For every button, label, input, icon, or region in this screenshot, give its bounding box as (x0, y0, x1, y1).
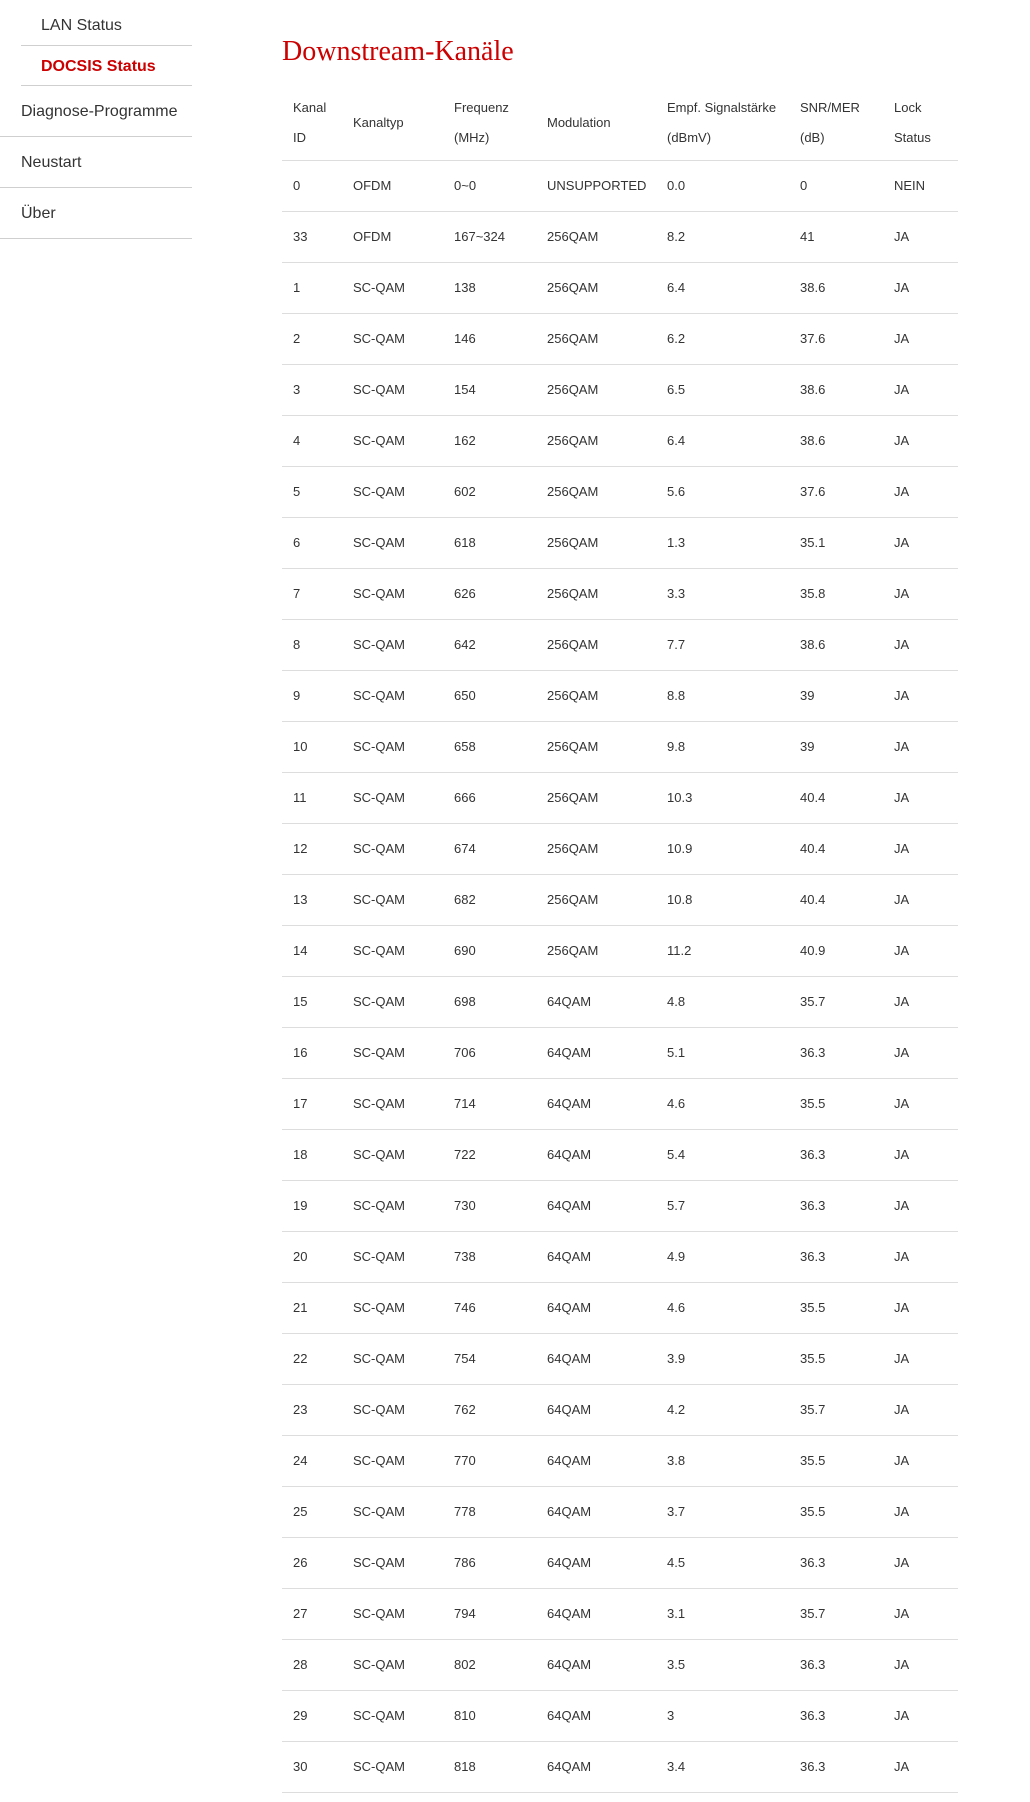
signal-strength-cell: 5.7 (656, 1180, 789, 1231)
table-row (282, 772, 958, 823)
lock-status-cell: JA (883, 925, 958, 976)
modulation-cell: 256QAM (536, 823, 656, 874)
snr-mer-cell: 35.5 (789, 1078, 883, 1129)
frequency-cell: 682 (443, 874, 536, 925)
channel-type-cell: SC-QAM (342, 313, 443, 364)
channel-id-cell: 27 (282, 1588, 342, 1639)
modulation-cell: 256QAM (536, 517, 656, 568)
channel-type-cell: SC-QAM (342, 1333, 443, 1384)
table-row (282, 1435, 958, 1486)
modulation-cell: 64QAM (536, 1078, 656, 1129)
signal-strength-cell: 4.8 (656, 976, 789, 1027)
frequency-cell: 666 (443, 772, 536, 823)
snr-mer-cell: 0 (789, 160, 883, 211)
modulation-cell: 64QAM (536, 1588, 656, 1639)
modulation-cell: 256QAM (536, 772, 656, 823)
signal-strength-cell: 6.4 (656, 415, 789, 466)
modulation-cell: 64QAM (536, 1384, 656, 1435)
table-row (282, 1741, 958, 1792)
modulation-cell: 64QAM (536, 1282, 656, 1333)
channel-id-cell: 0 (282, 160, 342, 211)
signal-strength-cell: 3.4 (656, 1741, 789, 1792)
frequency-cell: 794 (443, 1588, 536, 1639)
channel-id-cell: 17 (282, 1078, 342, 1129)
channel-type-cell: SC-QAM (342, 1639, 443, 1690)
channel-id-cell: 28 (282, 1639, 342, 1690)
modulation-cell: 256QAM (536, 262, 656, 313)
snr-mer-cell: 35.5 (789, 1486, 883, 1537)
channel-type-cell: SC-QAM (342, 568, 443, 619)
lock-status-cell: JA (883, 670, 958, 721)
signal-strength-cell: 5.4 (656, 1129, 789, 1180)
channel-type-cell: SC-QAM (342, 823, 443, 874)
frequency-cell: 770 (443, 1435, 536, 1486)
column-header-signal-strength: Empf. Signalstärke (dBmV) (656, 78, 789, 160)
table-row (282, 517, 958, 568)
sidebar-item-lan-status[interactable]: LAN Status (21, 0, 192, 46)
table-row (282, 364, 958, 415)
modulation-cell: 256QAM (536, 466, 656, 517)
channel-type-cell: SC-QAM (342, 262, 443, 313)
table-row (282, 160, 958, 211)
channel-id-cell: 26 (282, 1537, 342, 1588)
channel-type-cell: SC-QAM (342, 874, 443, 925)
frequency-cell: 167~324 (443, 211, 536, 262)
table-row (282, 1180, 958, 1231)
channel-type-cell: SC-QAM (342, 466, 443, 517)
snr-mer-cell: 37.6 (789, 466, 883, 517)
channel-id-cell: 14 (282, 925, 342, 976)
table-row (282, 1333, 958, 1384)
frequency-cell: 738 (443, 1231, 536, 1282)
signal-strength-cell: 4.5 (656, 1537, 789, 1588)
table-row (282, 313, 958, 364)
lock-status-cell: JA (883, 211, 958, 262)
channel-type-cell: SC-QAM (342, 1435, 443, 1486)
snr-mer-cell: 39 (789, 721, 883, 772)
channel-id-cell: 6 (282, 517, 342, 568)
channel-id-cell: 10 (282, 721, 342, 772)
lock-status-cell: JA (883, 1078, 958, 1129)
snr-mer-cell: 36.3 (789, 1129, 883, 1180)
channel-type-cell: OFDM (342, 160, 443, 211)
frequency-cell: 786 (443, 1537, 536, 1588)
channel-type-cell: SC-QAM (342, 415, 443, 466)
signal-strength-cell: 7.7 (656, 619, 789, 670)
frequency-cell: 706 (443, 1027, 536, 1078)
frequency-cell: 778 (443, 1486, 536, 1537)
snr-mer-cell: 38.6 (789, 619, 883, 670)
snr-mer-cell: 41 (789, 211, 883, 262)
modulation-cell: 64QAM (536, 1537, 656, 1588)
channel-type-cell: SC-QAM (342, 1537, 443, 1588)
column-header-channel-id: Kanal ID (282, 78, 342, 160)
signal-strength-cell: 3.3 (656, 568, 789, 619)
table-row (282, 823, 958, 874)
signal-strength-cell: 0.0 (656, 160, 789, 211)
table-row (282, 1078, 958, 1129)
table-row (282, 1129, 958, 1180)
channel-type-cell: SC-QAM (342, 1027, 443, 1078)
lock-status-cell: JA (883, 517, 958, 568)
channel-id-cell: 4 (282, 415, 342, 466)
signal-strength-cell: 6.2 (656, 313, 789, 364)
frequency-cell: 818 (443, 1741, 536, 1792)
channel-type-cell: SC-QAM (342, 721, 443, 772)
channel-id-cell: 20 (282, 1231, 342, 1282)
channel-id-cell: 23 (282, 1384, 342, 1435)
lock-status-cell: JA (883, 1588, 958, 1639)
snr-mer-cell: 35.7 (789, 1384, 883, 1435)
snr-mer-cell: 36.3 (789, 1231, 883, 1282)
modulation-cell: 256QAM (536, 364, 656, 415)
lock-status-cell: JA (883, 1282, 958, 1333)
frequency-cell: 602 (443, 466, 536, 517)
lock-status-cell: JA (883, 568, 958, 619)
modulation-cell: UNSUPPORTED (536, 160, 656, 211)
signal-strength-cell: 3.5 (656, 1639, 789, 1690)
signal-strength-cell: 8.8 (656, 670, 789, 721)
channel-type-cell: SC-QAM (342, 670, 443, 721)
lock-status-cell: JA (883, 466, 958, 517)
lock-status-cell: JA (883, 415, 958, 466)
lock-status-cell: JA (883, 1639, 958, 1690)
sidebar-item-diagnose-programme[interactable]: Diagnose-Programme (0, 86, 192, 137)
signal-strength-cell: 6.4 (656, 262, 789, 313)
snr-mer-cell: 35.8 (789, 568, 883, 619)
lock-status-cell: JA (883, 619, 958, 670)
lock-status-cell: JA (883, 1129, 958, 1180)
modulation-cell: 64QAM (536, 1690, 656, 1741)
table-row (282, 976, 958, 1027)
snr-mer-cell: 36.3 (789, 1639, 883, 1690)
channel-type-cell: SC-QAM (342, 517, 443, 568)
channel-id-cell: 11 (282, 772, 342, 823)
channel-type-cell: SC-QAM (342, 1486, 443, 1537)
table-row (282, 925, 958, 976)
modulation-cell: 64QAM (536, 1333, 656, 1384)
channel-id-cell: 13 (282, 874, 342, 925)
channel-type-cell: SC-QAM (342, 1384, 443, 1435)
signal-strength-cell: 3.1 (656, 1588, 789, 1639)
signal-strength-cell: 9.8 (656, 721, 789, 772)
modulation-cell: 64QAM (536, 976, 656, 1027)
lock-status-cell: JA (883, 1435, 958, 1486)
snr-mer-cell: 35.7 (789, 976, 883, 1027)
table-row (282, 262, 958, 313)
channel-type-cell: SC-QAM (342, 619, 443, 670)
channel-type-cell: SC-QAM (342, 1690, 443, 1741)
sidebar-item-ueber[interactable]: Über (0, 188, 192, 239)
channel-type-cell: SC-QAM (342, 1129, 443, 1180)
column-header-channel-type: Kanaltyp (342, 78, 443, 160)
channel-id-cell: 15 (282, 976, 342, 1027)
frequency-cell: 690 (443, 925, 536, 976)
table-row (282, 1231, 958, 1282)
signal-strength-cell: 4.6 (656, 1078, 789, 1129)
channel-type-cell: SC-QAM (342, 976, 443, 1027)
signal-strength-cell: 11.2 (656, 925, 789, 976)
lock-status-cell: JA (883, 976, 958, 1027)
table-row (282, 1282, 958, 1333)
modulation-cell: 256QAM (536, 874, 656, 925)
sidebar-item-docsis-status[interactable]: DOCSIS Status (21, 46, 192, 86)
modulation-cell: 64QAM (536, 1180, 656, 1231)
signal-strength-cell: 3 (656, 1690, 789, 1741)
channel-id-cell: 33 (282, 211, 342, 262)
column-header-frequency: Frequenz (MHz) (443, 78, 536, 160)
table-row (282, 1027, 958, 1078)
signal-strength-cell: 3.9 (656, 1333, 789, 1384)
channel-id-cell: 8 (282, 619, 342, 670)
table-row (282, 415, 958, 466)
snr-mer-cell: 38.6 (789, 415, 883, 466)
table-row (282, 874, 958, 925)
modulation-cell: 256QAM (536, 415, 656, 466)
channel-id-cell: 5 (282, 466, 342, 517)
signal-strength-cell: 8.2 (656, 211, 789, 262)
snr-mer-cell: 40.9 (789, 925, 883, 976)
frequency-cell: 618 (443, 517, 536, 568)
lock-status-cell: JA (883, 1231, 958, 1282)
channel-id-cell: 3 (282, 364, 342, 415)
channel-id-cell: 25 (282, 1486, 342, 1537)
channel-type-cell: SC-QAM (342, 1231, 443, 1282)
lock-status-cell: JA (883, 313, 958, 364)
modulation-cell: 64QAM (536, 1129, 656, 1180)
modulation-cell: 64QAM (536, 1027, 656, 1078)
modulation-cell: 256QAM (536, 313, 656, 364)
lock-status-cell: NEIN (883, 160, 958, 211)
signal-strength-cell: 10.8 (656, 874, 789, 925)
frequency-cell: 658 (443, 721, 536, 772)
snr-mer-cell: 40.4 (789, 874, 883, 925)
channel-id-cell: 12 (282, 823, 342, 874)
frequency-cell: 650 (443, 670, 536, 721)
channel-id-cell: 2 (282, 313, 342, 364)
modulation-cell: 64QAM (536, 1741, 656, 1792)
channel-type-cell: SC-QAM (342, 1282, 443, 1333)
signal-strength-cell: 5.6 (656, 466, 789, 517)
snr-mer-cell: 36.3 (789, 1537, 883, 1588)
modulation-cell: 256QAM (536, 211, 656, 262)
modulation-cell: 64QAM (536, 1231, 656, 1282)
table-row (282, 466, 958, 517)
table-row (282, 1486, 958, 1537)
lock-status-cell: JA (883, 1027, 958, 1078)
lock-status-cell: JA (883, 1384, 958, 1435)
signal-strength-cell: 10.9 (656, 823, 789, 874)
table-row (282, 1384, 958, 1435)
signal-strength-cell: 3.7 (656, 1486, 789, 1537)
downstream-channels-table (282, 78, 958, 1793)
frequency-cell: 722 (443, 1129, 536, 1180)
channel-id-cell: 21 (282, 1282, 342, 1333)
lock-status-cell: JA (883, 772, 958, 823)
lock-status-cell: JA (883, 1180, 958, 1231)
snr-mer-cell: 35.5 (789, 1435, 883, 1486)
snr-mer-cell: 40.4 (789, 772, 883, 823)
channel-type-cell: OFDM (342, 211, 443, 262)
channel-type-cell: SC-QAM (342, 925, 443, 976)
snr-mer-cell: 36.3 (789, 1690, 883, 1741)
channel-id-cell: 19 (282, 1180, 342, 1231)
frequency-cell: 674 (443, 823, 536, 874)
table-row (282, 1690, 958, 1741)
snr-mer-cell: 36.3 (789, 1180, 883, 1231)
frequency-cell: 0~0 (443, 160, 536, 211)
table-row (282, 1537, 958, 1588)
modulation-cell: 256QAM (536, 568, 656, 619)
frequency-cell: 746 (443, 1282, 536, 1333)
modulation-cell: 256QAM (536, 670, 656, 721)
column-header-snr-mer: SNR/MER (dB) (789, 78, 883, 160)
snr-mer-cell: 35.5 (789, 1282, 883, 1333)
modulation-cell: 256QAM (536, 619, 656, 670)
column-header-lock-status: Lock Status (883, 78, 958, 160)
channel-id-cell: 9 (282, 670, 342, 721)
table-row (282, 568, 958, 619)
frequency-cell: 698 (443, 976, 536, 1027)
lock-status-cell: JA (883, 1741, 958, 1792)
frequency-cell: 642 (443, 619, 536, 670)
signal-strength-cell: 4.2 (656, 1384, 789, 1435)
signal-strength-cell: 3.8 (656, 1435, 789, 1486)
modulation-cell: 64QAM (536, 1639, 656, 1690)
snr-mer-cell: 36.3 (789, 1741, 883, 1792)
snr-mer-cell: 40.4 (789, 823, 883, 874)
table-row (282, 670, 958, 721)
channel-id-cell: 7 (282, 568, 342, 619)
table-row (282, 1639, 958, 1690)
sidebar (0, 0, 192, 239)
modulation-cell: 64QAM (536, 1435, 656, 1486)
snr-mer-cell: 37.6 (789, 313, 883, 364)
frequency-cell: 730 (443, 1180, 536, 1231)
frequency-cell: 802 (443, 1639, 536, 1690)
frequency-cell: 162 (443, 415, 536, 466)
main-content (282, 0, 958, 1793)
channel-type-cell: SC-QAM (342, 772, 443, 823)
lock-status-cell: JA (883, 364, 958, 415)
lock-status-cell: JA (883, 721, 958, 772)
snr-mer-cell: 38.6 (789, 364, 883, 415)
table-header-row (282, 78, 958, 160)
channel-id-cell: 16 (282, 1027, 342, 1078)
modulation-cell: 256QAM (536, 721, 656, 772)
table-row (282, 619, 958, 670)
channel-id-cell: 29 (282, 1690, 342, 1741)
channel-id-cell: 1 (282, 262, 342, 313)
signal-strength-cell: 6.5 (656, 364, 789, 415)
signal-strength-cell: 4.9 (656, 1231, 789, 1282)
channel-id-cell: 30 (282, 1741, 342, 1792)
channel-id-cell: 22 (282, 1333, 342, 1384)
signal-strength-cell: 5.1 (656, 1027, 789, 1078)
snr-mer-cell: 35.7 (789, 1588, 883, 1639)
channel-type-cell: SC-QAM (342, 1078, 443, 1129)
lock-status-cell: JA (883, 823, 958, 874)
lock-status-cell: JA (883, 262, 958, 313)
lock-status-cell: JA (883, 1537, 958, 1588)
status-submenu (0, 0, 192, 86)
frequency-cell: 626 (443, 568, 536, 619)
frequency-cell: 754 (443, 1333, 536, 1384)
channel-type-cell: SC-QAM (342, 1180, 443, 1231)
snr-mer-cell: 36.3 (789, 1027, 883, 1078)
lock-status-cell: JA (883, 1690, 958, 1741)
table-row (282, 721, 958, 772)
frequency-cell: 146 (443, 313, 536, 364)
lock-status-cell: JA (883, 1486, 958, 1537)
frequency-cell: 714 (443, 1078, 536, 1129)
channel-id-cell: 18 (282, 1129, 342, 1180)
lock-status-cell: JA (883, 874, 958, 925)
lock-status-cell: JA (883, 1333, 958, 1384)
signal-strength-cell: 1.3 (656, 517, 789, 568)
page-title: Downstream-Kanäle (282, 36, 514, 67)
frequency-cell: 762 (443, 1384, 536, 1435)
channel-id-cell: 24 (282, 1435, 342, 1486)
frequency-cell: 810 (443, 1690, 536, 1741)
signal-strength-cell: 4.6 (656, 1282, 789, 1333)
snr-mer-cell: 39 (789, 670, 883, 721)
modulation-cell: 256QAM (536, 925, 656, 976)
frequency-cell: 154 (443, 364, 536, 415)
table-body (282, 160, 958, 1792)
snr-mer-cell: 38.6 (789, 262, 883, 313)
channel-type-cell: SC-QAM (342, 364, 443, 415)
sidebar-item-neustart[interactable]: Neustart (0, 137, 192, 188)
channel-type-cell: SC-QAM (342, 1741, 443, 1792)
column-header-modulation: Modulation (536, 78, 656, 160)
table-row (282, 211, 958, 262)
snr-mer-cell: 35.1 (789, 517, 883, 568)
table-row (282, 1588, 958, 1639)
snr-mer-cell: 35.5 (789, 1333, 883, 1384)
modulation-cell: 64QAM (536, 1486, 656, 1537)
frequency-cell: 138 (443, 262, 536, 313)
channel-type-cell: SC-QAM (342, 1588, 443, 1639)
signal-strength-cell: 10.3 (656, 772, 789, 823)
